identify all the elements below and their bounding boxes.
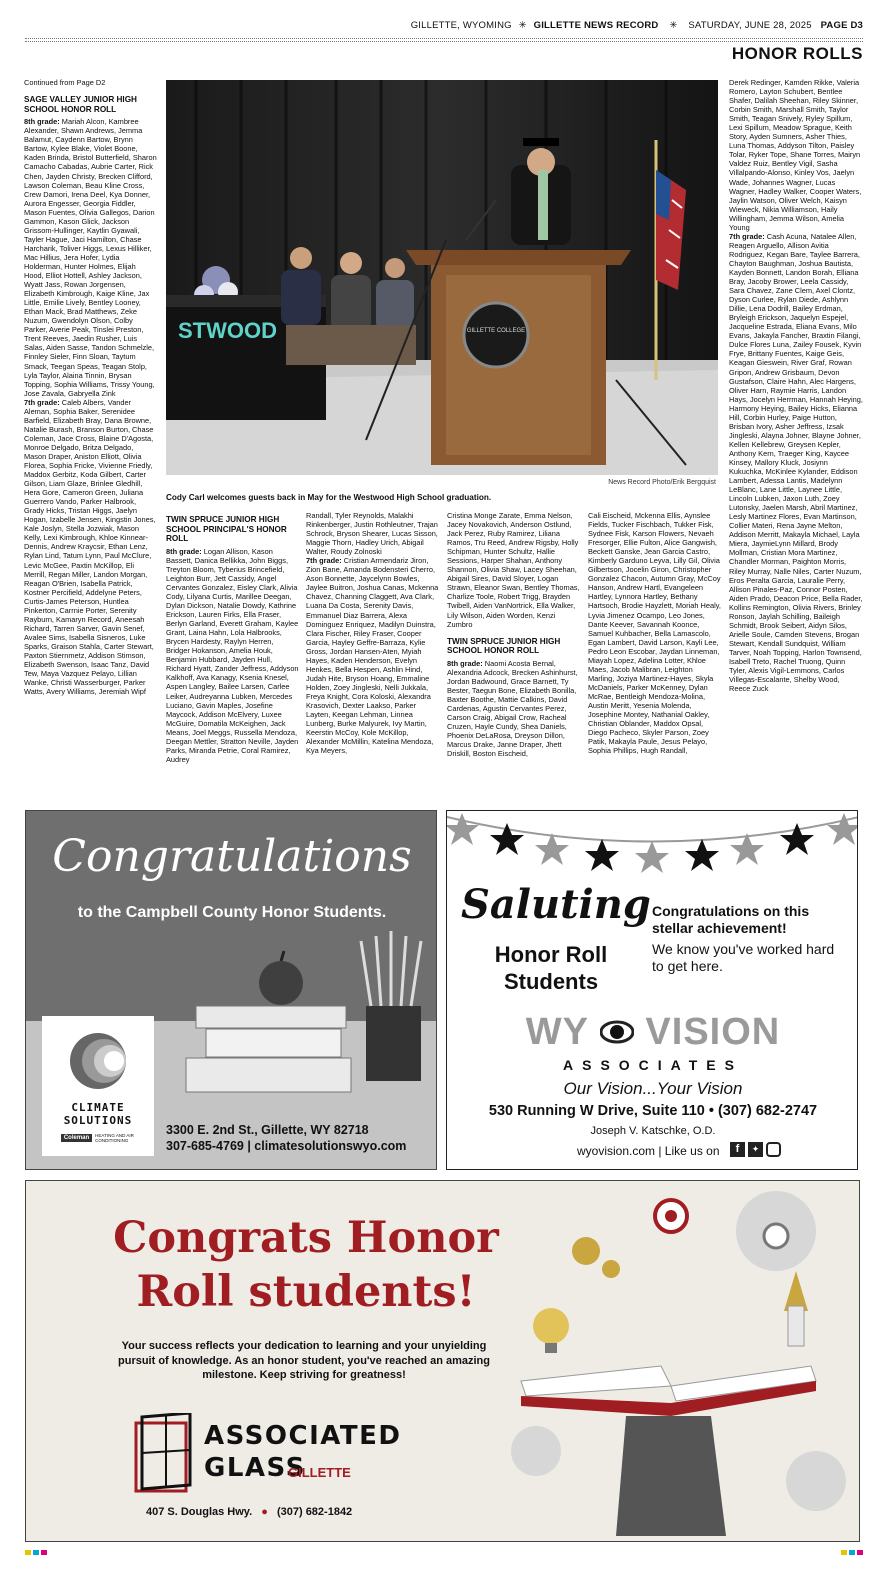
logo-associates: ASSOCIATES: [563, 1057, 743, 1073]
facebook-icon[interactable]: f: [730, 1142, 745, 1157]
ad-contact: 307-685-4769 | climatesolutionswyo.com: [166, 1139, 407, 1153]
ad-script-heading: Congratulations: [52, 831, 412, 882]
eye-icon: [600, 1014, 634, 1044]
name-list: Mariah Alcon, Kambree Alexander, Shawn Andrews, Jemma Balamut, Caydenn Bartow, Brynn Bartow, Kylee Blake, Violet Boone, Kaden Brinda, Bristol Butterfield, Sharon Camacho Cabadas, Aubrie Carter, Rick Chen, Jayden Christy, Brecken Clifford, Lawson Coleman, Beau Kline Cross, Crew Damori, Irena Deel, Kya Donner, Aurora Engesser, Georgia Fiddler, Mason Fuentes, Olivia Gallegos, Darion Gammon, Kason Glick, Jackson Grissom-Hullinger, Kaytlin Gyawali, Tayler Hague, Jaci Hamilton, Chase Harcharik, Toliver Higgs, Lexus Hilliker, Mac Hillius, Jera Hofer, Lydia Holderman, Hunter Holmes, Elijah Hood, Elliot Hottell, Ashley Jackson, Wyatt Jass, Rowan Jorgensen, Elizabeth Kimbrough, Kaige Kline, Jax Little, Emilie Lively, Bentley Looney, Ethan Mack, Brad Matthews, Zeke Nuzum, Gwendolyn Olson, Colby Parker, Averie Peak, Tinslei Preston, Trent Reeves, Jaedin Rusher, Luis Salas, Aiden Sasse, Tandon Schmelzle, Finnley Sieler, Finn Sloan, Taytum Smack, Teegan Speas, Teagan Stolp, Lyla Taylor, Alaina Tinnin, Brysan Topping, Sophia Williams, Trissy Young, Jose Zavala, Gabryella Zink: [24, 117, 157, 398]
name-list: Derek Redinger, Kamden Rikke, Valeria Romero, Layton Schubert, Bentlee Shafer, Dalilah Sheehan, Riley Skinner, Corbin Smith, Marshall Smith, Taylor Smith, Teagan Snively, Ryley Spillum, Lexi Spillum, Meadow Sprague, Keith Story, Ayden Sumners, Asher Thies, Luna Thomas, Addyson Tilton, Paisley Tolar, Ryker Tope, Shane Torres, Mairyn Valdez Ruiz, Bentley Vigil, Sasha Villalpando-Alonso, Kinley Vos, Jaelyn Wade, Johannes Wagner, Lucas Wagner, Hadley Walker, Cooper Waters, Jaylin Watson, Oliver Welch, Kaisyn Wieweck, Nikia Williamson, Haily Willingham, Jemma Wilson, Amelia Young: [729, 78, 862, 232]
ad-body: Your success reflects your dedication to learning and your unyielding pursuit of knowledge. As an honor student, you've reached an amazing milestone. Keep striving for greatness!: [118, 1340, 490, 1381]
header-city: GILLETTE, WYOMING: [410, 20, 512, 31]
header-paper: GILLETTE NEWS RECORD: [533, 20, 659, 31]
name-list: Randall, Tyler Reynolds, Malakhi Rinkenberger, Justin Rothleutner, Trajan Schrock, Bryson Shearer, Lucas Sisson, Maggie Thorn, Hadley Urich, Abigail Walter, Roudy Zolnoski: [306, 511, 438, 557]
name-list: Logan Allison, Kason Bassett, Danica Bellikka, John Biggs, Treyton Bloom, Tyberius Brincefield, Leighton Burr, Jett Cassidy, Angel Cervantes Gonzalez, Eisley Clark, Alivia Cody, Lilyana Curtis, Marillee Deegan, Dylan Dickson, Natalie Dowdy, Kathrine Erickson, Lauren Firks, Ella Fraser, Berlyn Garland, Everett Graham, Kaylee Grant, Laina Hahn, Lola Halbrooks, Brycen Hardesty, Raylyn Herren, Bridger Hokanson, Amelia Houk, Benjamin Hubbard, Jayden Hull, Richard Hyatt, Zander Jeffress, Addyson Kalkhoff, Ava Kanagy, Ksenia Knesel, Aspen Langley, Bailee Larsen, Carlee Leiker, Audreyanna Lubken, Mercedes Luciano, Gavin Maples, Josefine Maycock, Addison McElvery, Luxee McGuire, Domatila McKeighen, Jack Means, Joel Meggs, Russella Mendoza, Deegan Mettler, Stratton Neville, Jayden Parks, Miranda Petrie, Coral Ramirez, Audrey: [166, 546, 299, 764]
left-column: [24, 78, 157, 804]
ad-subheading: to the Campbell County Honor Students.: [77, 904, 387, 921]
grade-label: 8th grade:: [447, 658, 483, 668]
wyovision-logo: [447, 1011, 858, 1054]
social-icons: [730, 1142, 781, 1157]
photo-credit: News Record Photo/Erik Bergquist: [608, 479, 716, 486]
coleman-badge: Coleman: [61, 1134, 92, 1142]
table-sign-text: STWOOD: [178, 318, 277, 343]
header-page: PAGE D3: [820, 20, 863, 31]
logo-line-1: CLIMATE: [71, 1101, 125, 1114]
twin-spruce-principal-heading: TWIN SPRUCE JUNIOR HIGH SCHOOL PRINCIPAL'S HONOR ROLL: [166, 515, 287, 544]
column-5: [588, 511, 721, 804]
coleman-note: HEATING AND AIR CONDITIONING: [95, 1133, 134, 1143]
grade-label: 7th grade:: [24, 397, 60, 407]
honor-line-1: Honor Roll: [494, 942, 608, 967]
graduation-photo: [166, 80, 718, 475]
ad-script-heading: Saluting: [461, 881, 651, 928]
column-4: [447, 511, 580, 804]
website-text[interactable]: wyovision.com | Like us on: [577, 1144, 720, 1158]
continued-note: Continued from Page D2: [24, 78, 106, 87]
climate-solutions-logo: [42, 1016, 154, 1156]
congrats-text: Congratulations on this stellar achievement!: [652, 903, 810, 936]
climate-solutions-ad: [25, 810, 437, 1170]
column-3: [306, 511, 439, 804]
grade-label: 8th grade:: [24, 117, 60, 127]
logo-line-2: SOLUTIONS: [63, 1114, 133, 1127]
name-list: Cristina Monge Zarate, Emma Nelson, Jacey Novakovich, Anderson Ostlund, Jack Perez, Ruby Ramirez, Liliana Ramos, Tru Reed, Andrew Rigsby, Holly Schipman, Hunter Schultz, Hallie Sessions, Harper Shahan, Anthony Shannon, Olivia Shaw, Lacey Sheehan, Abigail Sires, David Sloyer, Logan Strawn, Eleanor Swan, Bentley Thomas, Charlize Toole, Robert Trigg, Brayden Twibell, Aiden VanNortrick, Ella Walker, Lily Wilson, Aiden Worden, Kenzi Zumbro: [447, 511, 580, 629]
doctor-name: Joseph V. Katschke, O.D.: [590, 1125, 716, 1137]
page-header: GILLETTE, WYOMING ✳ GILLETTE NEWS RECORD ✳ SATURDAY, JUNE 28, 2025 PAGE D3: [410, 20, 863, 31]
grade-label: 8th grade:: [166, 546, 202, 556]
section-title: HONOR ROLLS: [731, 44, 863, 63]
logo-glass: GLASS: [204, 1453, 306, 1483]
twin-spruce-principal-column: [166, 511, 299, 804]
header-date: SATURDAY, JUNE 28, 2025: [688, 20, 812, 31]
climate-logo-icon: [42, 1016, 154, 1096]
logo-gillette: GILLETTE: [288, 1465, 351, 1480]
registration-bars: [25, 1550, 863, 1556]
name-list: Cali Eischeid, Mckenna Ellis, Aynslee Fields, Tucker Fischbach, Tukker Fisk, Sydnee Fisk, Karson Flowers, Nevaeh Fresorger, Ellie Fulton, Alice Gangwish, Beckett Ganske, Jean Garcia Castro, Kimberly Garduno Leyva, Lilly Gil, Olivia Gilbertson, Jocelin Giron, Christopher Gonzalez Chacon, Autumn Gray, McCoy Hanson, Andrew Hartl, Evangeleen Hartley, Lynnora Hartley, Bethany Hartsoch, Brodie Hayzlett, Moriah Healy, Lyvia Jimenez Ocampo, Leo Jones, Dante Keever, Savannah Koonce, Samuel Kuhbacher, Bella Lamascolo, Egan Lambert, David Larson, Kayli Lee, Pedro Leon Escobar, Jaydan Linneman, Miayah Lopez, Adelina Lotter, Khloe Maes, Jacob Malibran, Leighton Marling, Joziya Martinez-Hayes, Skyla McDaniels, Parker McKenney, Dylan McRae, Bentleigh Mendoza-Molina, Austin Meritt, Yesenia Molenda, Josephine Montey, Nathanial Oakley, Christian Oblander, Maddox Opsal, Diego Pacheco, Skyler Parson, Zoey Patik, Makayla Paule, Jesus Pelayo, Sophia Phillips, Hugh Randall,: [588, 511, 721, 756]
learning-illustration: [496, 1191, 856, 1536]
name-list: Naomi Acosta Bernal, Alexandria Adcock, Brecken Ashinhurst, Jordan Badwound, Grace Barnett, Ty Bester, Taegun Bone, Elizabeth Bonilla, Baxter Boothe, Mattie Calkins, David Cardenas, Agustin Cervantes Perez, Carson Craig, Abigail Crow, Racheal Cruzen, Hayle Cundy, Shea Daniels, Phoenix DeLaRosa, Dreyson Dillon, Marcus Drake, Janne Draper, Jhett Driskill, Boston Eischeid,: [447, 658, 578, 759]
right-column: [729, 78, 863, 804]
name-list: Cash Acuna, Natalee Allen, Reagen Arguello, Allison Avitia Rodriguez, Kegan Bare, Taylee Barrera, Chayton Baughman, Joshua Bautista, Kayden Bonnett, Landon Borah, Elliana Bray, Jacoby Brower, Leela Cassidy, Sara Chavez, Zane Clem, Axel Clontz, Dyson Curlee, Rylan Diede, Ashlynn Dillie, Lena Dodrill, Bailey Erdman, Bryleigh Erickson, Jaquelyn Espejel, Jacqueline Estrada, Eliana Evans, Milo Evans, Jakayla Fancher, Braxtin Filangi, Dulce Flores Luna, Zailey Fousek, Kyvin Frye, Brittany Fuentes, Kaige Geis, Keagan Gieswein, River Graf, Rowan Gripon, Andrew Grisbaum, Devon Gustafson, Claire Hahn, Alec Hargens, Oliver Harn, Raymie Harris, Landon Hays, Jocelyn Herrman, Hannah Heying, Harmony Heying, Bailey Hicks, Elianna Hill, Corbin Hurley, Paige Hutton, Brisban Ivory, Asher Jeffress, Izsak Jingleski, Alayna Johner, Blayne Johner, Kellen Kellebrew, Greysen Kepler, Anthony Kern, Traeger King, Kaycee Kinsey, Mallory Kluck, Josiynn Kukuchka, McKinlee Kylander, Eddison Lambert, Adessa Lantis, Madelynn LeBlanc, Lane Little, Laynee Little, Lincoln Lubken, Jaxon Luth, Zoey Lutonsky, Jaelen Marsh, Abril Martinez, Lesly Martinez Flores, Evan Martinson, Collier Materi, Rena Jayne Melton, Addison Merritt, Makayla Michael, Layla Miera, JaymieLynn Millard, Brody Mollman, Cristian Mora Martinez, Chandler Morman, Paighton Morris, Riley Murray, Nalle Niles, Carter Nuzum, Eros Peralta Garcia, Lauralie Perry, Allison Pinales-Paz, Connor Posten, Aiden Prado, Deacon Price, Bella Rader, Kollins Remington, Olivia Rivers, Brinley Ronson, Jaylah Schilling, Baileigh Schmidt, Brook Seibert, Aidyn Silos, Arielle Soule, Camden Stevens, Brogan Stewart, Kendall Sundquist, William Tarver, Noah Topping, Harlon Townsend, Isabell Treto, Rachel Truong, Quinn Tyler, Alexis Vigil-Lemmons, Carlos Villegas-Escalante, Shelby Wood, Reece Zuck: [729, 231, 863, 694]
tagline: Our Vision...Your Vision: [563, 1079, 743, 1098]
ad-address: 3300 E. 2nd St., Gillette, WY 82718: [166, 1123, 369, 1137]
honor-roll-students: [461, 941, 641, 995]
header-rule: [25, 38, 863, 42]
ad-address: 530 Running W Drive, Suite 110 • (307) 682-2747: [488, 1103, 818, 1119]
photo-caption: Cody Carl welcomes guests back in May for the Westwood High School graduation.: [166, 493, 492, 502]
grade-label: 7th grade:: [729, 231, 765, 241]
logo-part-a: WY: [525, 1011, 589, 1053]
logo-associated: ASSOCIATED: [204, 1421, 402, 1451]
name-list: Caleb Albers, Vander Aleman, Sophia Baker, Serenidee Barfield, Elizabeth Bray, Dana Browne, Natalie Burash, Branson Burton, Chase Coleman, Jace Cross, Blaine D'Agosta, Monroe Delgado, Britza Delgado, Mason Draper, Aniston Elliott, Olivia Florea, Sophia Fricke, Vivienne Friedly, Maddox Gerbitz, Koda Gilbert, Carter Gilson, Liam Glaze, Brinlee Gledhill, Hera Gore, Cameron Green, Juliana Guerrero Vando, Parker Halbrook, Grady Hicks, Tristan Higgs, Jaelyn Hogan, Izabelle Jensen, Kingstin Jones, Kale Joslyn, Stella Jozwiak, Mason Kelly, Lexi Kimbrough, Khloe Kinnear-Dennis, Andrew Kraycsir, Ethan Lenz, Rylan Lind, Tatum Lynn, Paul McClure, Levic McGee, Paxtin McKillop, Eli Merrill, Regan Miller, Landon Morgan, Reagan O'Brien, Isabella Patrick, Kostner Percifield, Addelyne Peters, Curtis-James Peterson, Huntlea Pinkerton, Carrnie Porter, Serenity Rayburn, Kamaryn Record, Aneesah Richard, Tarren Sarver, Gavin Senef, Avalee Sims, Isabella Sisneros, Luke Sparks, Graison Stahla, Carter Stewart, Paxton Stiernmetz, Addison Stimson, Elizabeth Swenson, Isaac Tanz, David Tew, Maya Vazquez Pelayo, Lillian Wanke, Christi Wasserburger, Parker Watts, Avery Williams, Jeremiah Wipf: [24, 397, 156, 697]
star-banner: [447, 811, 858, 881]
associated-glass-ad: [25, 1180, 860, 1542]
glass-door-logo-icon: [134, 1413, 196, 1493]
ad-heading: [96, 1211, 516, 1319]
ad-address: 407 S. Douglas Hwy.: [146, 1506, 253, 1518]
heading-line-1: Congrats Honor: [113, 1213, 499, 1263]
congrats-body: We know you've worked hard to get here.: [652, 941, 835, 974]
ad-contact: 407 S. Douglas Hwy. ● (307) 682-1842: [146, 1506, 353, 1518]
twitter-icon[interactable]: ✦: [748, 1142, 763, 1157]
name-list: Cristian Armendariz Jiron, Zion Bane, Amanda Bodensteri Cherro, Ason Bonnette, Jaycelynn Bowles, Jaylee Buitron, Joshua Canas, Mckenna Chavez, Channing Claggett, Ava Clark, Luana Da Costa, Serenity Davis, Emmanuel Diaz Barrera, Alexa Dominguez Enriquez, Madilyn Duinstra, Clara Fischer, Riley Fraser, Cooper Garcia, Hayley Geffre-Barraza, Kylie Gross, Jordan Hansen-Aten, Myiah Hayes, Kaden Henderson, Evelyn Henkes, Bella Hespen, Ashlin Hind, Judah Hite, Bryson Hoang, Emmaline Holden, Zoey Jingleski, Nelli Jukkala, Freya Knight, Cora Koloski, Alexandra Krasovich, Dexter Laakso, Parker Layten, Keegan Lehman, Linnea Lunberg, Burke Malyurek, Ivy Martin, Keerstin McCoy, Kole McKillop, Alexander McMillin, Katelina Mendoza, Kya Meyers,: [306, 556, 439, 756]
sage-valley-heading: SAGE VALLEY JUNIOR HIGH SCHOOL HONOR ROLL: [24, 95, 137, 114]
podium-seal-text: GILLETTE COLLEGE: [466, 328, 526, 334]
instagram-icon[interactable]: [766, 1142, 781, 1157]
twin-spruce-heading: TWIN SPRUCE JUNIOR HIGH SCHOOL HONOR ROLL: [447, 636, 561, 656]
photo-illustration: [166, 80, 718, 475]
heading-line-2: Roll students!: [136, 1267, 476, 1317]
honor-line-2: Students: [503, 969, 599, 994]
wyovision-ad: [446, 810, 858, 1170]
logo-part-b: VISION: [645, 1011, 781, 1053]
ad-phone: (307) 682-1842: [276, 1506, 353, 1518]
grade-label: 7th grade:: [306, 556, 342, 566]
